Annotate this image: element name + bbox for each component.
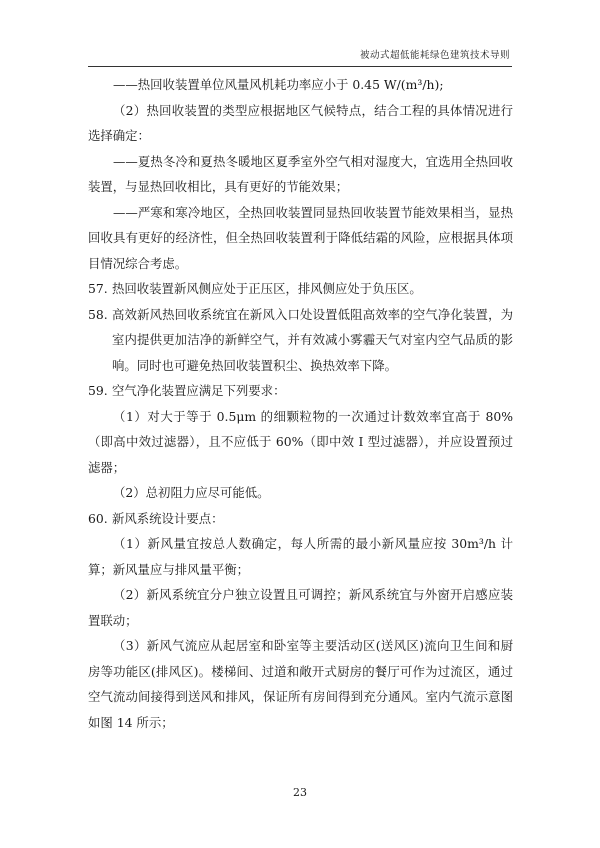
item-text: 空气净化装置应满足下列要求： bbox=[112, 383, 286, 398]
numbered-item-58 bbox=[88, 302, 513, 379]
paragraph: （2）热回收装置的类型应根据地区气候特点，结合工程的具体情况进行选择确定： bbox=[88, 102, 513, 143]
paragraph: （1）新风量宜按总人数确定，每人所需的最小新风量应按 30m³/h 计算；新风量应与排风量平衡； bbox=[88, 536, 513, 577]
item-text: 热回收装置新风侧应处于正压区，排风侧应处于负压区。 bbox=[112, 281, 422, 296]
header-rule bbox=[88, 66, 512, 67]
running-header: 被动式超低能耗绿色建筑技术导则 bbox=[359, 50, 510, 61]
page-body bbox=[88, 72, 513, 735]
paragraph: ——热回收装置单位风量风机耗功率应小于 0.45 W/(m³/h); bbox=[113, 77, 444, 92]
item-text: 新风系统设计要点： bbox=[112, 510, 224, 526]
paragraph: ——夏热冬冷和夏热冬暖地区夏季室外空气相对湿度大，宜选用全热回收装置，与显热回收相比，具有更好的节能效果； bbox=[88, 153, 513, 194]
paragraph: （3）新风气流应从起居室和卧室等主要活动区(送风区)流向卫生间和厨房等功能区(排风区)。楼梯间、过道和敞开式厨房的餐厅可作为过流区，通过空气流动间接得到送风和排风，保证所有房间得到充分通风。室内气流示意图如图 14 所示； bbox=[88, 638, 513, 730]
numbered-item-57 bbox=[88, 276, 513, 302]
page-number: 23 bbox=[293, 786, 307, 799]
item-number: 57. bbox=[88, 281, 108, 296]
item-number: 59. bbox=[88, 383, 108, 398]
item-text: 高效新风热回收系统宜在新风入口处设置低阻高效率的空气净化装置，为室内提供更加洁净的新鲜空气，并有效减小雾霾天气对室内空气品质的影响。同时也可避免热回收装置积尘、换热效率下降。 bbox=[112, 306, 513, 373]
item-number: 58. bbox=[88, 306, 108, 322]
paragraph: （1）对大于等于 0.5μm 的细颗粒物的一次通过计数效率宜高于 80%（即高中效过滤器），且不应低于 60%（即中效 I 型过滤器），并应设置预过滤器； bbox=[88, 408, 513, 475]
numbered-item-59 bbox=[88, 378, 513, 404]
paragraph: （2）新风系统宜分户独立设置且可调控；新风系统宜与外窗开启感应装置联动； bbox=[88, 587, 513, 628]
numbered-item-60 bbox=[88, 506, 513, 532]
item-number: 60. bbox=[88, 510, 108, 526]
paragraph: ——严寒和寒冷地区，全热回收装置同显热回收装置节能效果相当，显热回收具有更好的经济性，但全热回收装置利于降低结霜的风险，应根据具体项目情况综合考虑。 bbox=[88, 204, 513, 271]
paragraph: （2）总初阻力应尽可能低。 bbox=[113, 485, 270, 500]
